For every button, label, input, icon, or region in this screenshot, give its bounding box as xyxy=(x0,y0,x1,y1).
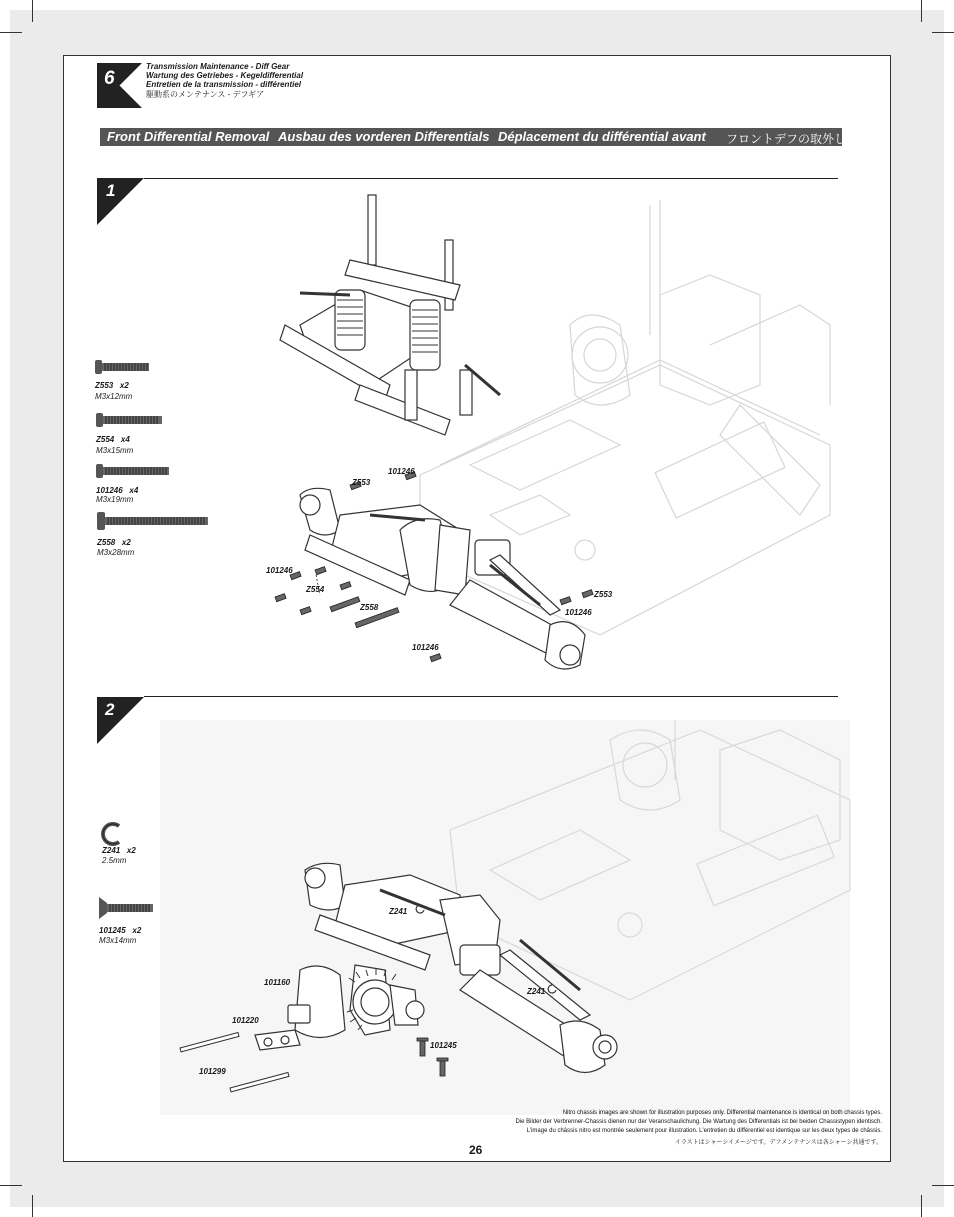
part-code xyxy=(102,846,136,855)
footnote-de: Die Bilder der Verbrenner-Chassis dienen nur der Veranschaulichung. Die Wartung des Differentials ist bei beiden Chassistypen identisch. xyxy=(515,1119,882,1125)
crop-mark xyxy=(0,1185,22,1186)
part-code xyxy=(96,486,138,495)
step-1-callout-z553-left: Z553 xyxy=(352,478,371,487)
e-clip-icon xyxy=(101,822,125,846)
section-number: 6 xyxy=(104,68,115,89)
crop-mark xyxy=(932,1185,954,1186)
step-2-number: 2 xyxy=(105,700,115,719)
part-code-text: 101246 xyxy=(96,486,123,495)
step-1-callout-z554: Z554 xyxy=(306,585,325,594)
crop-mark xyxy=(0,32,22,33)
step-1-callout-z558: Z558 xyxy=(360,603,379,612)
part-qty: x4 xyxy=(129,486,139,495)
banner-en: Front Differential Removal xyxy=(107,129,270,144)
part-code xyxy=(95,381,129,390)
step-1-callout-z553-right: Z553 xyxy=(594,590,613,599)
part-size: M3x12mm xyxy=(95,392,133,401)
countersunk-screw-icon xyxy=(99,897,157,919)
banner-fr: Déplacement du différential avant xyxy=(498,129,706,144)
banner-jp: フロントデフの取外し xyxy=(726,132,847,146)
part-size: 2.5mm xyxy=(102,856,127,865)
screw-icon xyxy=(97,512,211,530)
header-title-en: Transmission Maintenance - Diff Gear xyxy=(146,62,290,71)
step-1-callout-101246-top: 101246 xyxy=(388,467,415,476)
screw-icon xyxy=(95,360,155,374)
footnote-fr: L'image du châssis nitro est montrée seulement pour illustration. L'entretien du différentiel est identique sur les deux types de châssis. xyxy=(526,1128,882,1134)
screw-icon xyxy=(96,464,172,478)
part-code xyxy=(99,926,141,935)
step-1-callout-101246-right: 101246 xyxy=(565,608,592,617)
part-code-text: Z558 xyxy=(97,538,116,547)
screw-icon xyxy=(96,413,166,427)
part-qty: x2 xyxy=(132,926,142,935)
part-size: M3x19mm xyxy=(96,495,134,504)
part-qty: x4 xyxy=(120,435,130,444)
step-1-callout-101246-bottom: 101246 xyxy=(412,643,439,652)
header-title-jp: 駆動系のメンテナンス - デフギア xyxy=(146,90,265,99)
step-2-callout-101160: 101160 xyxy=(264,978,291,987)
step-2-callout-z241-right: Z241 xyxy=(527,987,546,996)
part-code-text: 101245 xyxy=(99,926,126,935)
footnote-jp: イラストはシャーシイメージです。デフメンテナンスは各シャーシ共通です。 xyxy=(674,1140,882,1146)
step-2-callout-101220: 101220 xyxy=(232,1016,259,1025)
banner-de: Ausbau des vorderen Differentials xyxy=(278,129,490,144)
step-2-assembly-drawing xyxy=(160,720,850,1115)
part-code-text: Z553 xyxy=(95,381,114,390)
part-size: M3x28mm xyxy=(97,548,135,557)
part-size: M3x15mm xyxy=(96,446,134,455)
part-code-text: Z554 xyxy=(96,435,115,444)
crop-mark xyxy=(32,0,33,22)
part-qty: x2 xyxy=(121,538,131,547)
crop-mark xyxy=(921,0,922,22)
part-code xyxy=(97,538,131,547)
part-size: M3x14mm xyxy=(99,936,137,945)
step-1-number: 1 xyxy=(106,181,116,200)
footnote-en: Nitro chassis images are shown for illustration purposes only. Differential maintenance is identical on both chassis types. xyxy=(562,1110,882,1116)
header-title-fr: Entretien de la transmission - différentiel xyxy=(146,80,301,89)
part-code-text: Z241 xyxy=(102,846,121,855)
section-banner xyxy=(100,128,847,146)
step-2-callout-z241-left: Z241 xyxy=(389,907,408,916)
crop-mark xyxy=(32,1195,33,1217)
header-title-de: Wartung des Getriebes - Kegeldifferential xyxy=(146,71,304,80)
step-1-rule xyxy=(144,178,838,179)
step-2-callout-101245: 101245 xyxy=(430,1041,457,1050)
part-qty: x2 xyxy=(126,846,136,855)
step-2-rule xyxy=(144,696,838,697)
step-2-callout-101299: 101299 xyxy=(199,1067,226,1076)
part-code xyxy=(96,435,130,444)
page-number: 26 xyxy=(469,1143,483,1157)
crop-mark xyxy=(932,32,954,33)
part-qty: x2 xyxy=(119,381,129,390)
step-1-assembly-drawing xyxy=(240,185,840,685)
crop-mark xyxy=(921,1195,922,1217)
step-1-callout-101246-left: 101246 xyxy=(266,566,293,575)
